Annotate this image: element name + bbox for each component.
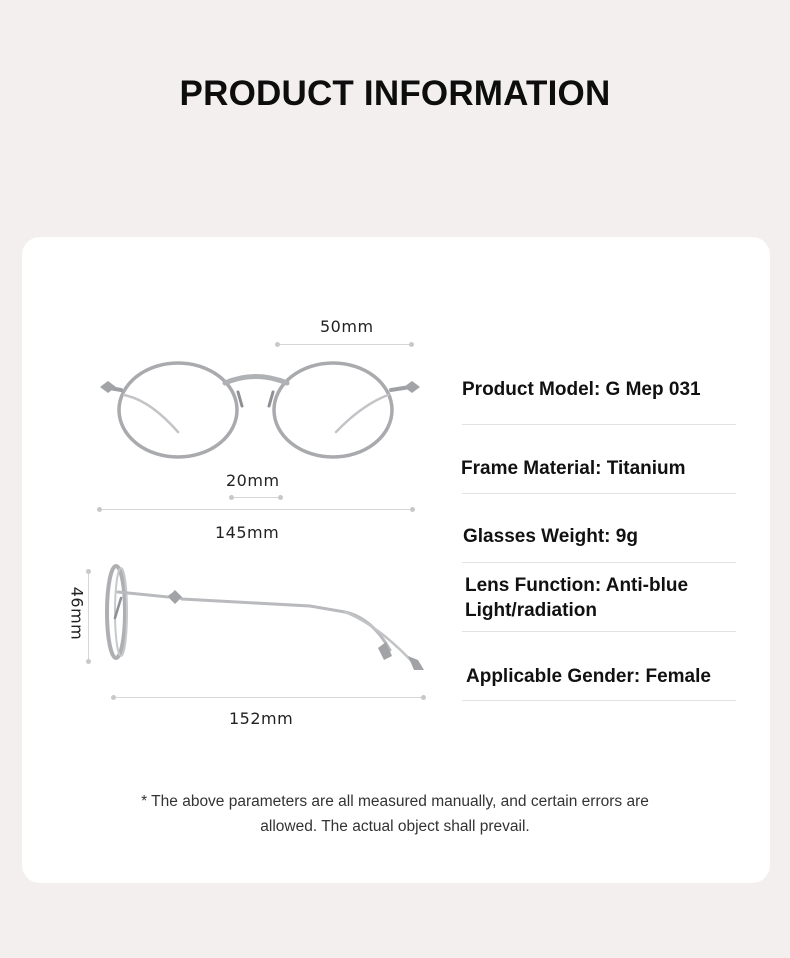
divider bbox=[462, 493, 736, 494]
temple-length-label: 152mm bbox=[229, 709, 294, 728]
temple-length-line bbox=[113, 697, 424, 698]
divider bbox=[462, 700, 736, 701]
divider bbox=[462, 562, 736, 563]
spec-glasses-weight: Glasses Weight: 9g bbox=[463, 526, 638, 547]
measurement-disclaimer bbox=[0, 789, 790, 839]
disclaimer-line-2: allowed. The actual object shall prevail. bbox=[260, 818, 530, 835]
lens-width-label: 50mm bbox=[320, 317, 374, 336]
frame-width-label: 145mm bbox=[215, 523, 280, 542]
spec-applicable-gender: Applicable Gender: Female bbox=[466, 666, 711, 687]
disclaimer-line-1: * The above parameters are all measured manually, and certain errors are bbox=[141, 793, 649, 810]
spec-lens-function: Lens Function: Anti-blue Light/radiation bbox=[465, 575, 689, 621]
spec-frame-material: Frame Material: Titanium bbox=[461, 458, 686, 479]
divider bbox=[462, 424, 736, 425]
divider bbox=[462, 631, 736, 632]
page-title: PRODUCT INFORMATION bbox=[179, 74, 611, 113]
dim-endpoint bbox=[111, 695, 116, 700]
lens-height-label: 46mm bbox=[67, 586, 87, 641]
bridge-width-label: 20mm bbox=[226, 471, 280, 490]
spec-product-model: Product Model: G Mep 031 bbox=[462, 379, 701, 400]
dim-endpoint bbox=[421, 695, 426, 700]
